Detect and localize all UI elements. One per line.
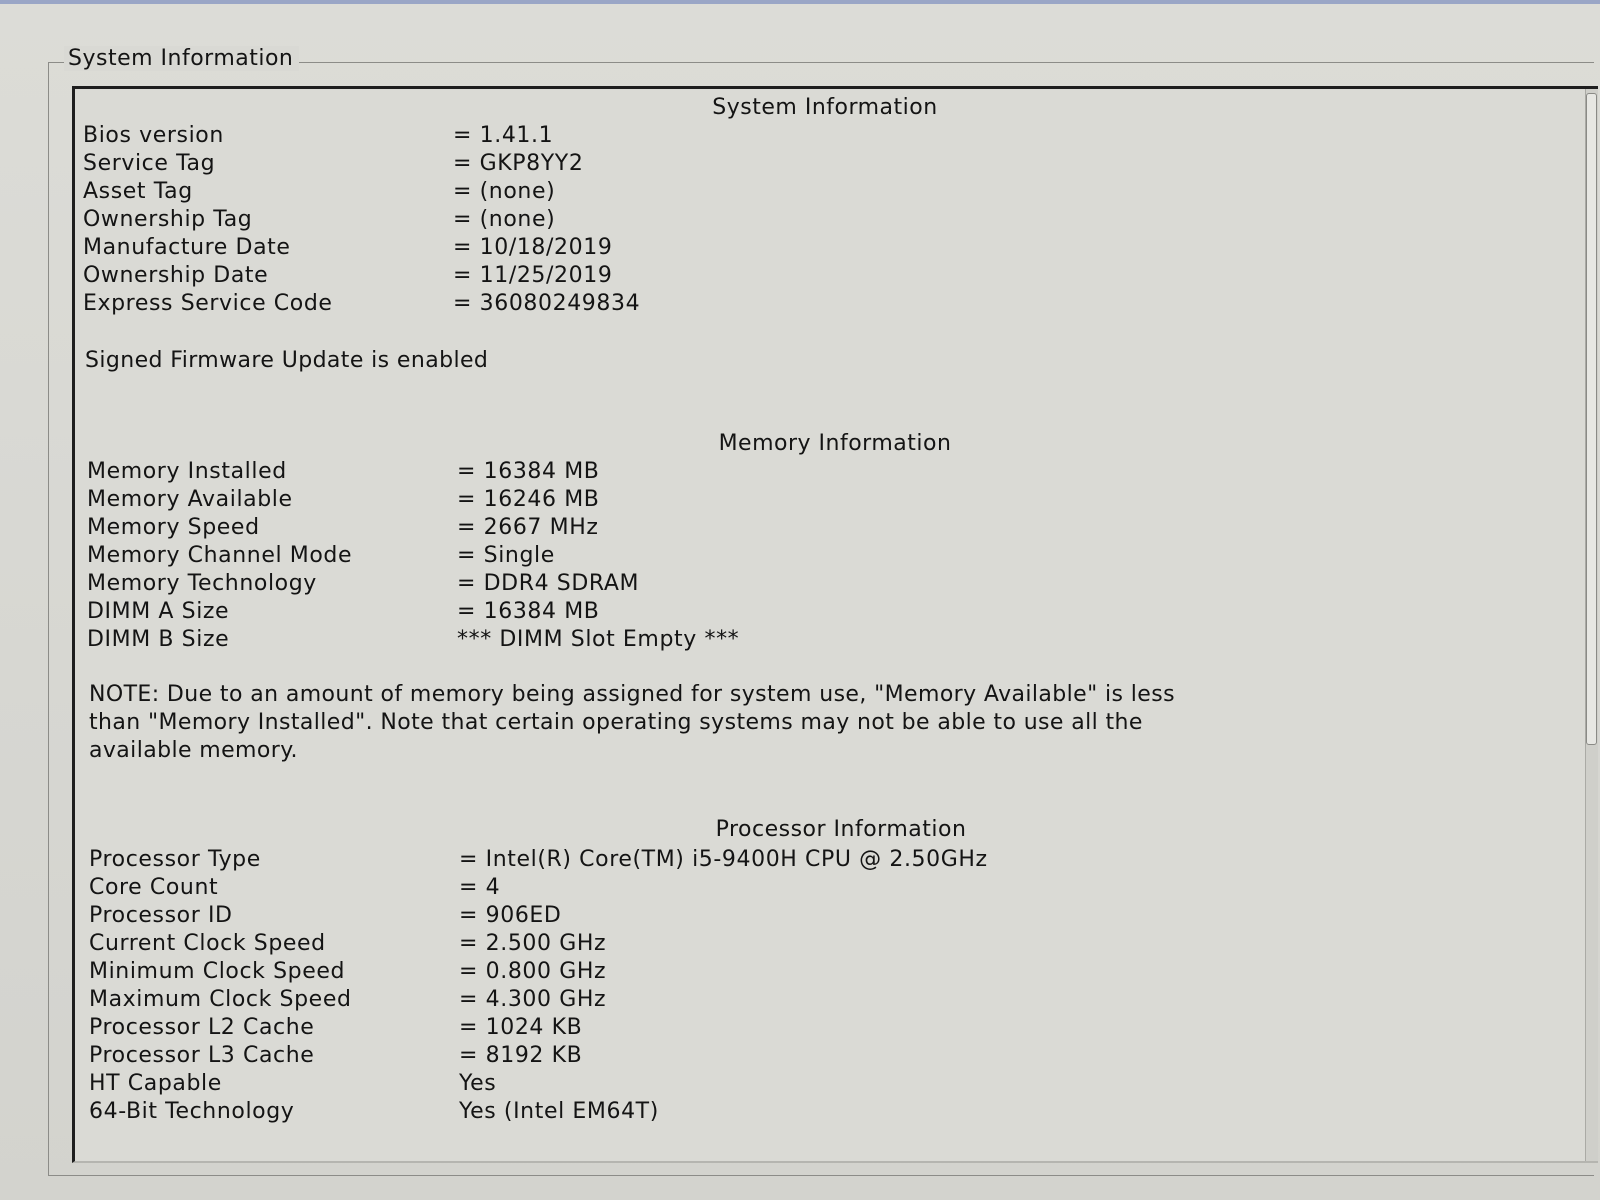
vertical-scrollbar[interactable] <box>1585 89 1598 1161</box>
row-value: = DDR4 SDRAM <box>457 571 640 596</box>
row-value: = 10/18/2019 <box>453 235 613 260</box>
row-label: Memory Installed <box>87 459 287 484</box>
row-label: Asset Tag <box>83 179 193 204</box>
row-label: DIMM A Size <box>87 599 230 624</box>
scrollbar-thumb[interactable] <box>1586 93 1597 745</box>
row-label: Bios version <box>83 123 224 148</box>
row-label: HT Capable <box>89 1071 222 1096</box>
row-label: Ownership Tag <box>83 207 253 232</box>
row-label: Memory Speed <box>87 515 260 540</box>
row-value: *** DIMM Slot Empty *** <box>457 627 740 652</box>
row-value: = 1024 KB <box>459 1015 583 1040</box>
row-label: Minimum Clock Speed <box>89 959 346 984</box>
row-label: DIMM B Size <box>87 627 230 652</box>
row-value: = 1.41.1 <box>453 123 554 148</box>
groupbox-title: System Information <box>64 46 299 71</box>
top-edge <box>0 0 1600 4</box>
signed-firmware-status: Signed Firmware Update is enabled <box>85 348 489 373</box>
row-value: = 8192 KB <box>459 1043 583 1068</box>
row-label: Processor L3 Cache <box>89 1043 315 1068</box>
row-value: = 906ED <box>459 903 562 928</box>
row-value: = Intel(R) Core(TM) i5-9400H CPU @ 2.50GHz <box>459 847 988 872</box>
row-value: = 4.300 GHz <box>459 987 607 1012</box>
row-value: = 2.500 GHz <box>459 931 607 956</box>
row-value: Yes (Intel EM64T) <box>459 1099 659 1124</box>
memory-note-line: than "Memory Installed". Note that certain operating systems may not be able to use all the <box>89 710 1143 735</box>
row-label: Ownership Date <box>83 263 269 288</box>
row-label: Memory Channel Mode <box>87 543 353 568</box>
row-label: Core Count <box>89 875 219 900</box>
row-label: Memory Technology <box>87 571 317 596</box>
row-label: 64-Bit Technology <box>89 1099 295 1124</box>
row-value: = 11/25/2019 <box>453 263 613 288</box>
memory-section-title: Memory Information <box>718 431 952 456</box>
row-value: Yes <box>459 1071 497 1096</box>
row-label: Current Clock Speed <box>89 931 326 956</box>
row-label: Service Tag <box>83 151 216 176</box>
row-label: Manufacture Date <box>83 235 291 260</box>
processor-section-title: Processor Information <box>715 817 967 842</box>
row-label: Processor L2 Cache <box>89 1015 315 1040</box>
row-label: Processor Type <box>89 847 261 872</box>
row-value: = 16384 MB <box>457 599 600 624</box>
row-value: = 4 <box>459 875 501 900</box>
memory-note-line: NOTE: Due to an amount of memory being assigned for system use, "Memory Available" is less <box>89 682 1175 707</box>
row-label: Express Service Code <box>83 291 333 316</box>
system-section-title: System Information <box>712 95 938 120</box>
row-value: = GKP8YY2 <box>453 151 584 176</box>
row-value: = 36080249834 <box>453 291 641 316</box>
row-value: = (none) <box>453 179 556 204</box>
row-value: = (none) <box>453 207 556 232</box>
row-value: = 16384 MB <box>457 459 600 484</box>
row-label: Maximum Clock Speed <box>89 987 352 1012</box>
row-value: = 2667 MHz <box>457 515 599 540</box>
row-value: = 0.800 GHz <box>459 959 607 984</box>
info-panel <box>72 86 1598 1163</box>
row-value: = Single <box>457 543 555 568</box>
memory-note-line: available memory. <box>89 738 298 763</box>
row-label: Processor ID <box>89 903 233 928</box>
row-label: Memory Available <box>87 487 293 512</box>
row-value: = 16246 MB <box>457 487 600 512</box>
